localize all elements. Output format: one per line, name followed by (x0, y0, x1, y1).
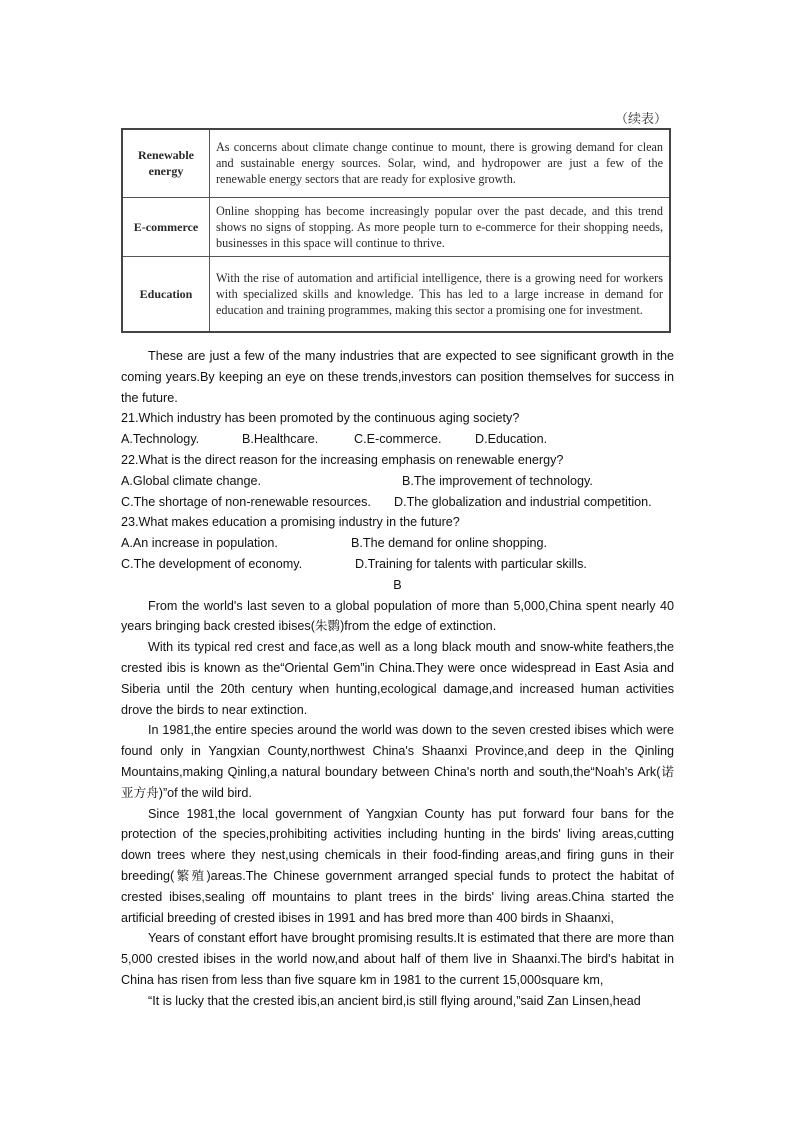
answer-option: C.The development of economy. (121, 556, 303, 571)
industry-name-text: Education (139, 286, 193, 301)
answer-options (121, 533, 674, 554)
passage-paragraph: In 1981,the entire species around the world was down to the seven crested ibises which were found only in Yangxian County,northwest China's Shaanxi Province,and deep in the Qinling Mountains,making Qinling,a natural boundary between China's north and south,the“Noah's Ark(诺亚方舟)”of the wild bird. (121, 723, 674, 800)
question-stem: 23.What makes education a promising industry in the future? (121, 515, 460, 530)
continued-table-label: （续表） (614, 111, 667, 126)
industry-description: Online shopping has become increasingly popular over the past decade, and this trend shows no signs of stopping. As more people turn to e-commerce for their shopping needs, businesses in this space will continue to thrive. (210, 197, 671, 256)
industry-description: As concerns about climate change continue to mount, there is growing demand for clean and sustainable energy sources. Solar, wind, and hydropower are just a few of the renewable energy sectors that are ready for explosive growth. (210, 129, 671, 197)
table-row (122, 129, 670, 197)
passage-paragraph: From the world's last seven to a global population of more than 5,000,China spent nearly 40 years bringing back crested ibises(朱鹮)from the edge of extinction. (121, 598, 674, 634)
passage-paragraph: With its typical red crest and face,as well as a long black mouth and snow-white feathers,the crested ibis is known as the“Oriental Gem”in China.They were once widespread in East Asia and Siberia until the 20th century when hunting,ecological damage,and increased human activities drove the birds to near extinction. (121, 640, 674, 717)
answer-option: A.Technology. (121, 432, 200, 447)
passage-paragraph: “It is lucky that the crested ibis,an ancient bird,is still flying around,”said Zan Linsen,head (148, 993, 641, 1008)
answer-option: D.Training for talents with particular skills. (355, 556, 587, 571)
answer-option: D.The globalization and industrial competition. (394, 494, 652, 509)
industry-name (122, 256, 210, 332)
answer-option: A.Global climate change. (121, 473, 262, 488)
industry-description: With the rise of automation and artificial intelligence, there is a growing need for workers with specialized skills and knowledge. This has led to a large increase in demand for education and training programmes, making this sector a promising one for investment. (210, 256, 671, 332)
answer-options (121, 554, 674, 575)
answer-options (121, 492, 674, 513)
answer-options (121, 471, 674, 492)
answer-option: C.The shortage of non-renewable resources. (121, 494, 371, 509)
industry-table (121, 128, 671, 333)
industry-name (122, 197, 210, 256)
industry-name (122, 129, 210, 197)
table-row (122, 256, 670, 332)
industry-name-text: Renewable energy (138, 148, 194, 179)
passage-paragraph: Since 1981,the local government of Yangxian County has put forward four bans for the protection of the species,prohibiting activities including hunting in the birds' living areas,cutting down trees where they nest,using chemicals in their food-finding areas,and firing guns in their breeding(繁殖)areas.The Chinese government arranged special funds to protect the habitat of crested ibises,sealing off mountains to plant trees in the birds' living areas.China started the artificial breeding of crested ibises in 1991 and has bred more than 400 birds in Shaanxi, (121, 806, 674, 925)
answer-option: A.An increase in population. (121, 536, 278, 551)
answer-option: D.Education. (475, 432, 548, 447)
answer-options (121, 429, 674, 450)
question-stem: 21.Which industry has been promoted by the continuous aging society? (121, 411, 520, 426)
section-heading: B (393, 577, 402, 592)
table-row (122, 197, 670, 256)
page-body (121, 346, 674, 1012)
question-stem: 22.What is the direct reason for the increasing emphasis on renewable energy? (121, 452, 564, 467)
passage-paragraph: Years of constant effort have brought promising results.It is estimated that there are more than 5,000 crested ibises in the world now,and about half of them live in Shaanxi.The bird's habitat in China has risen from less than five square km in 1981 to the current 15,000square km, (121, 931, 674, 987)
answer-option: B.Healthcare. (242, 432, 319, 447)
industry-name-text: E-commerce (133, 219, 199, 234)
closing-paragraph: These are just a few of the many industries that are expected to see significant growth in the coming years.By keeping an eye on these trends,investors can position themselves for success in the future. (121, 349, 674, 405)
answer-option: C.E-commerce. (354, 432, 442, 447)
answer-option: B.The improvement of technology. (402, 473, 593, 488)
answer-option: B.The demand for online shopping. (351, 536, 548, 551)
